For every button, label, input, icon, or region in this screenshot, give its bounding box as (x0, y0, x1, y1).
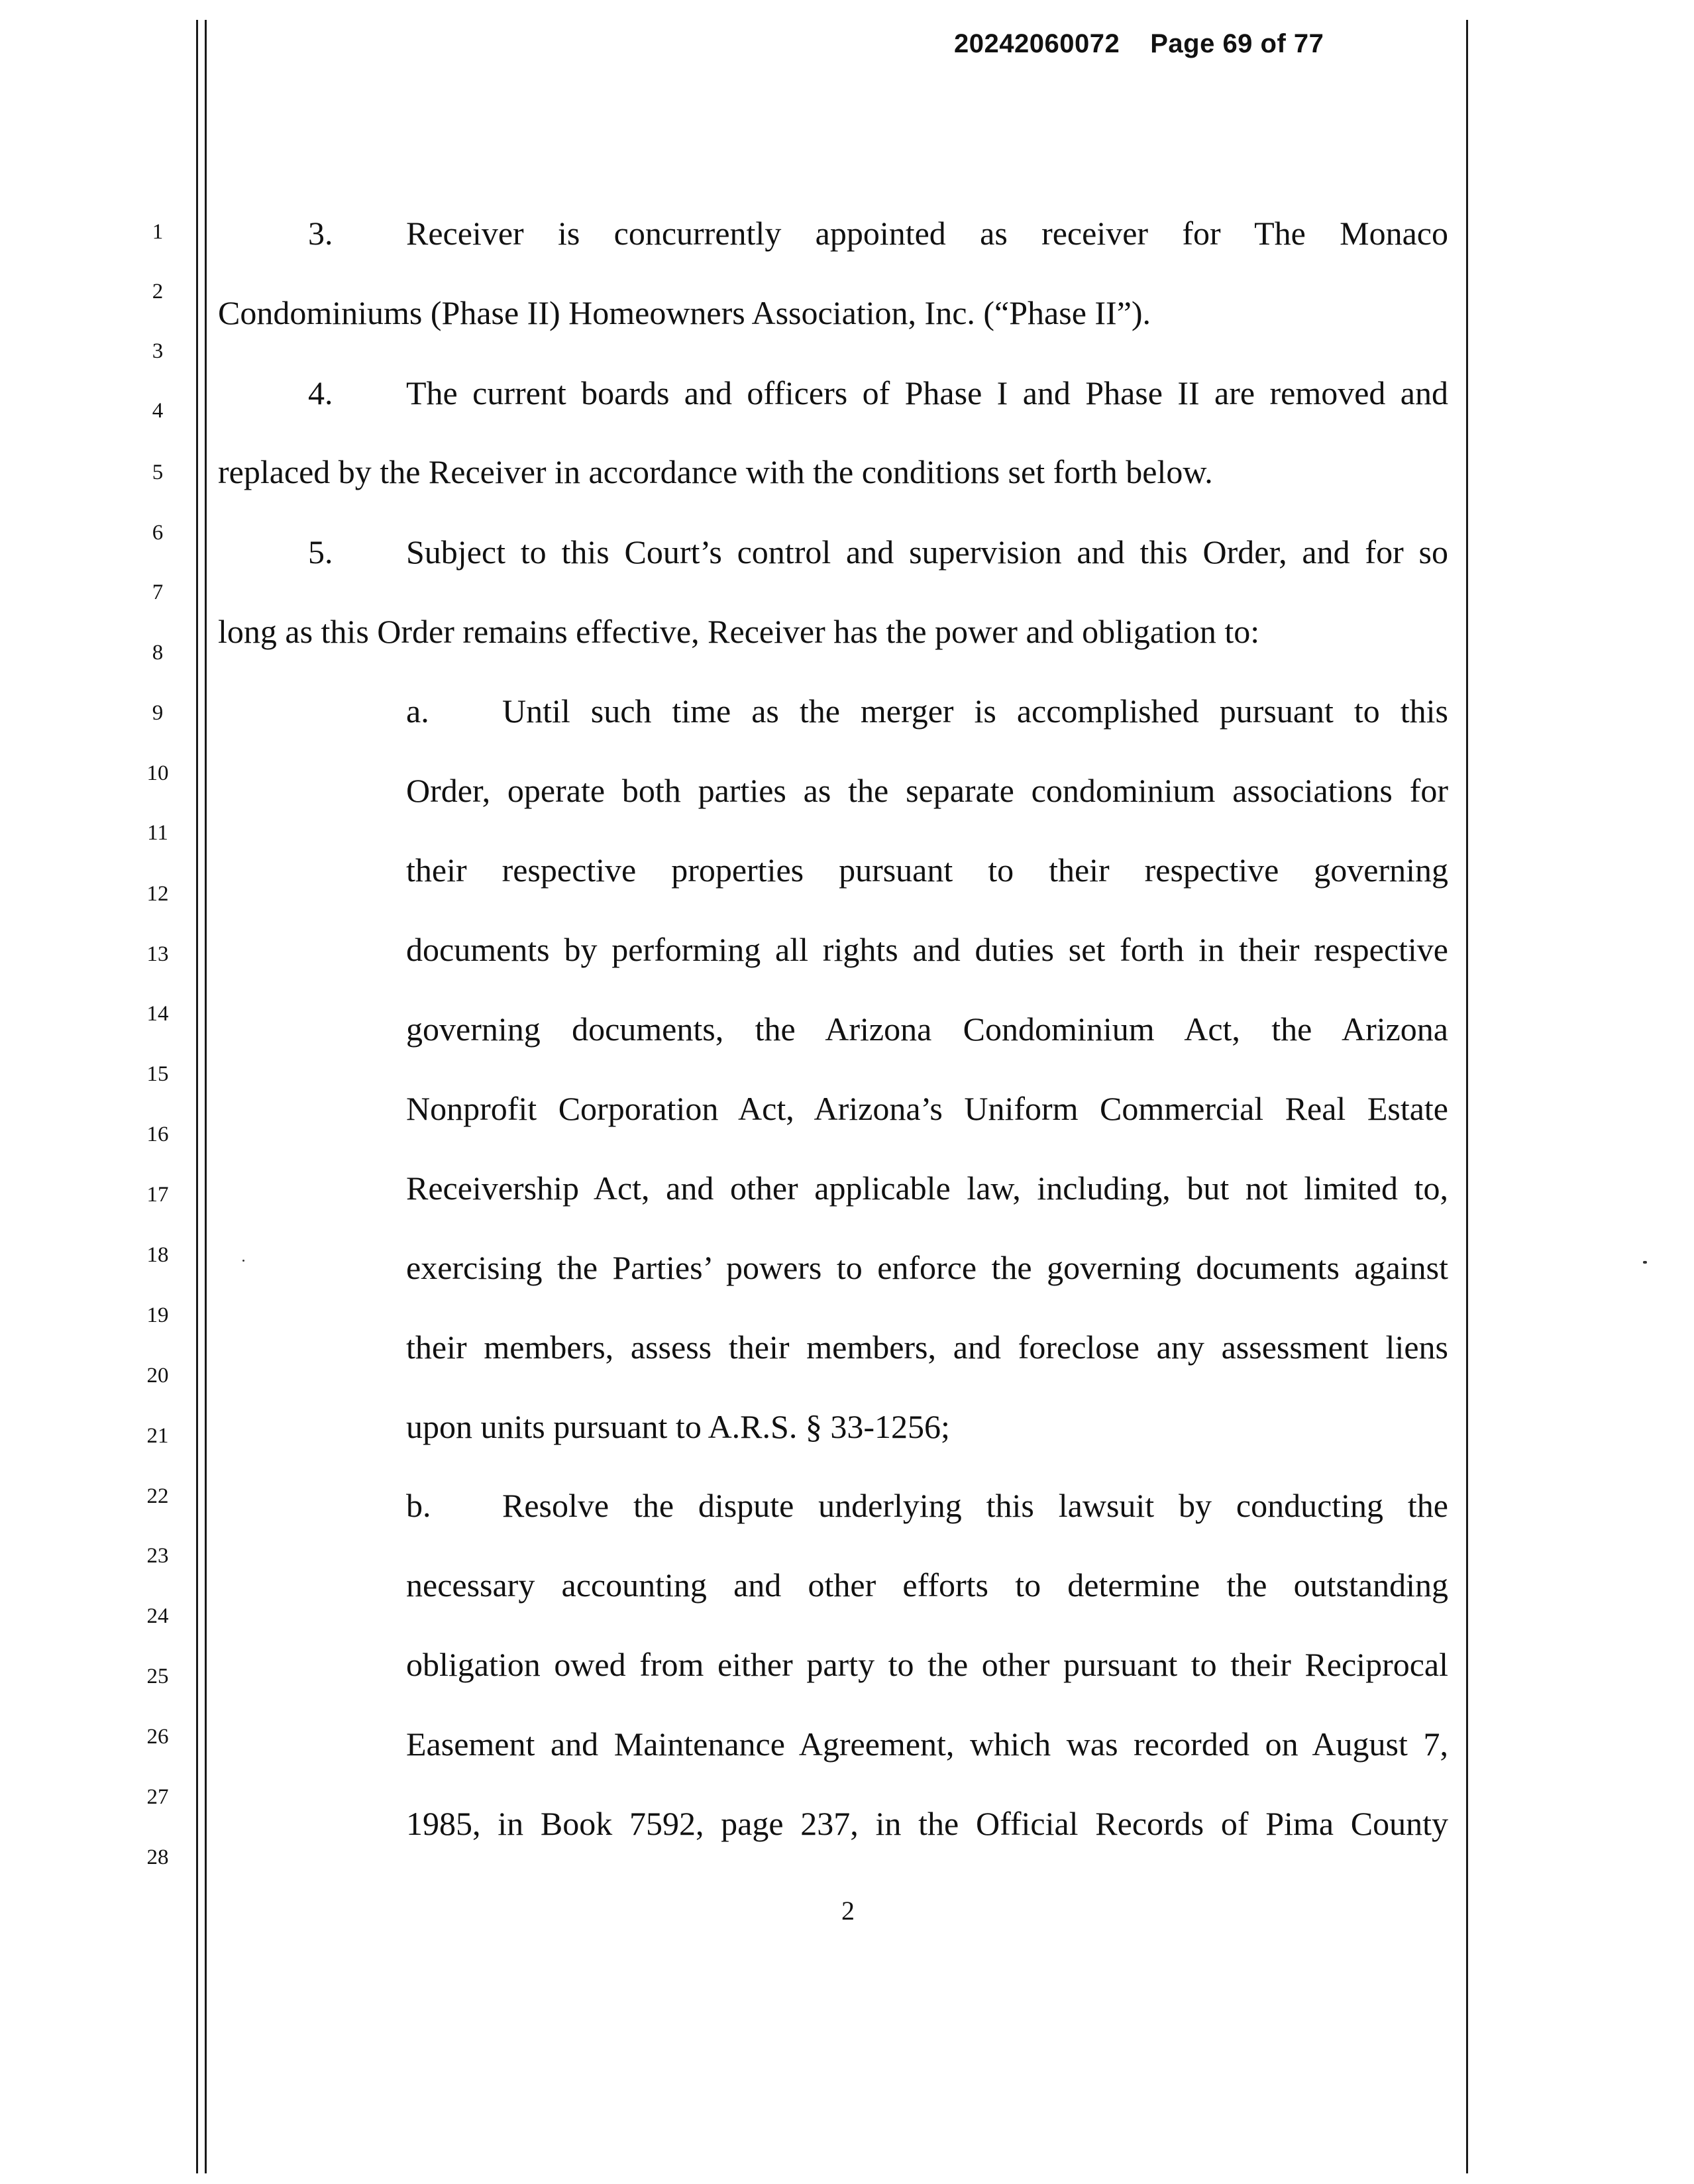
paragraph-3-line-1: Receiver is concurrently appointed as receiver for The Monaco (406, 215, 1448, 252)
line-number: 5 (152, 461, 164, 484)
line-number: 24 (146, 1604, 169, 1628)
page-count-label: Page 69 of 77 (1150, 29, 1324, 58)
item-a-line-5: governing documents, the Arizona Condominium Act, the Arizona (406, 1010, 1448, 1048)
line-number: 26 (146, 1725, 169, 1749)
line-number: 22 (146, 1484, 169, 1508)
item-a-line-1: Until such time as the merger is accomplished pursuant to this (502, 692, 1448, 730)
recording-number: 20242060072 (954, 29, 1120, 58)
line-number: 15 (146, 1062, 169, 1086)
line-number: 13 (146, 942, 169, 966)
line-number: 18 (146, 1243, 169, 1267)
line-number: 17 (146, 1183, 169, 1207)
left-margin-rule-inner (205, 20, 207, 2173)
item-a-line-2: Order, operate both parties as the separate condominium associations for (406, 772, 1448, 809)
item-b-marker: b. (406, 1487, 431, 1524)
line-number: 12 (146, 882, 169, 906)
item-a-line-9: their members, assess their members, and foreclose any assessment liens (406, 1329, 1448, 1366)
line-number: 8 (152, 641, 164, 665)
item-a-line-8: exercising the Parties’ powers to enforce the governing documents against (406, 1249, 1448, 1286)
item-a-line-4: documents by performing all rights and duties set forth in their respective (406, 931, 1448, 968)
line-number: 19 (146, 1303, 169, 1327)
paragraph-3-line-2: Condominiums (Phase II) Homeowners Association, Inc. (“Phase II”). (218, 294, 1151, 331)
line-number: 7 (152, 580, 164, 604)
left-margin-rule-outer (196, 20, 198, 2173)
line-number: 27 (146, 1785, 169, 1809)
paragraph-5-line-2: long as this Order remains effective, Receiver has the power and obligation to: (218, 613, 1260, 650)
paragraph-3-number: 3. (308, 215, 333, 252)
paragraph-4-number: 4. (308, 374, 333, 411)
scan-speck (242, 1260, 244, 1262)
item-a-line-3: their respective properties pursuant to their respective governing (406, 851, 1448, 889)
line-number: 6 (152, 521, 164, 545)
line-number: 1 (152, 220, 164, 244)
recording-header (954, 29, 1418, 59)
line-number: 14 (146, 1002, 169, 1026)
line-number: 28 (146, 1845, 169, 1869)
right-margin-rule (1466, 20, 1468, 2173)
paragraph-5-number: 5. (308, 533, 333, 571)
scan-speck (1643, 1261, 1647, 1264)
item-b-line-3: obligation owed from either party to the other pursuant to their Reciprocal (406, 1646, 1448, 1683)
line-number: 21 (146, 1424, 169, 1448)
line-number: 11 (147, 821, 168, 845)
line-number: 2 (152, 280, 164, 303)
line-number: 16 (146, 1122, 169, 1146)
item-b-line-4: Easement and Maintenance Agreement, which was recorded on August 7, (406, 1725, 1448, 1763)
line-number: 20 (146, 1364, 169, 1388)
page-number: 2 (841, 1896, 855, 1926)
paragraph-4-line-2: replaced by the Receiver in accordance with the conditions set forth below. (218, 453, 1213, 490)
line-number: 3 (152, 339, 164, 363)
item-a-marker: a. (406, 692, 429, 730)
item-b-line-1: Resolve the dispute underlying this lawsuit by conducting the (502, 1487, 1448, 1524)
item-a-line-7: Receivership Act, and other applicable law, including, but not limited to, (406, 1170, 1448, 1207)
paragraph-5-line-1: Subject to this Court’s control and supervision and this Order, and for so (406, 533, 1448, 571)
item-b-line-2: necessary accounting and other efforts to determine the outstanding (406, 1566, 1448, 1604)
line-number: 9 (152, 701, 164, 725)
line-number: 25 (146, 1665, 169, 1688)
item-a-line-10: upon units pursuant to A.R.S. § 33-1256; (406, 1408, 950, 1445)
line-number: 23 (146, 1544, 169, 1568)
paragraph-4-line-1: The current boards and officers of Phase I and Phase II are removed and (406, 374, 1448, 411)
line-number: 4 (152, 399, 164, 423)
line-number: 10 (146, 761, 169, 785)
item-a-line-6: Nonprofit Corporation Act, Arizona’s Uniform Commercial Real Estate (406, 1090, 1448, 1127)
item-b-line-5: 1985, in Book 7592, page 237, in the Official Records of Pima County (406, 1805, 1448, 1842)
